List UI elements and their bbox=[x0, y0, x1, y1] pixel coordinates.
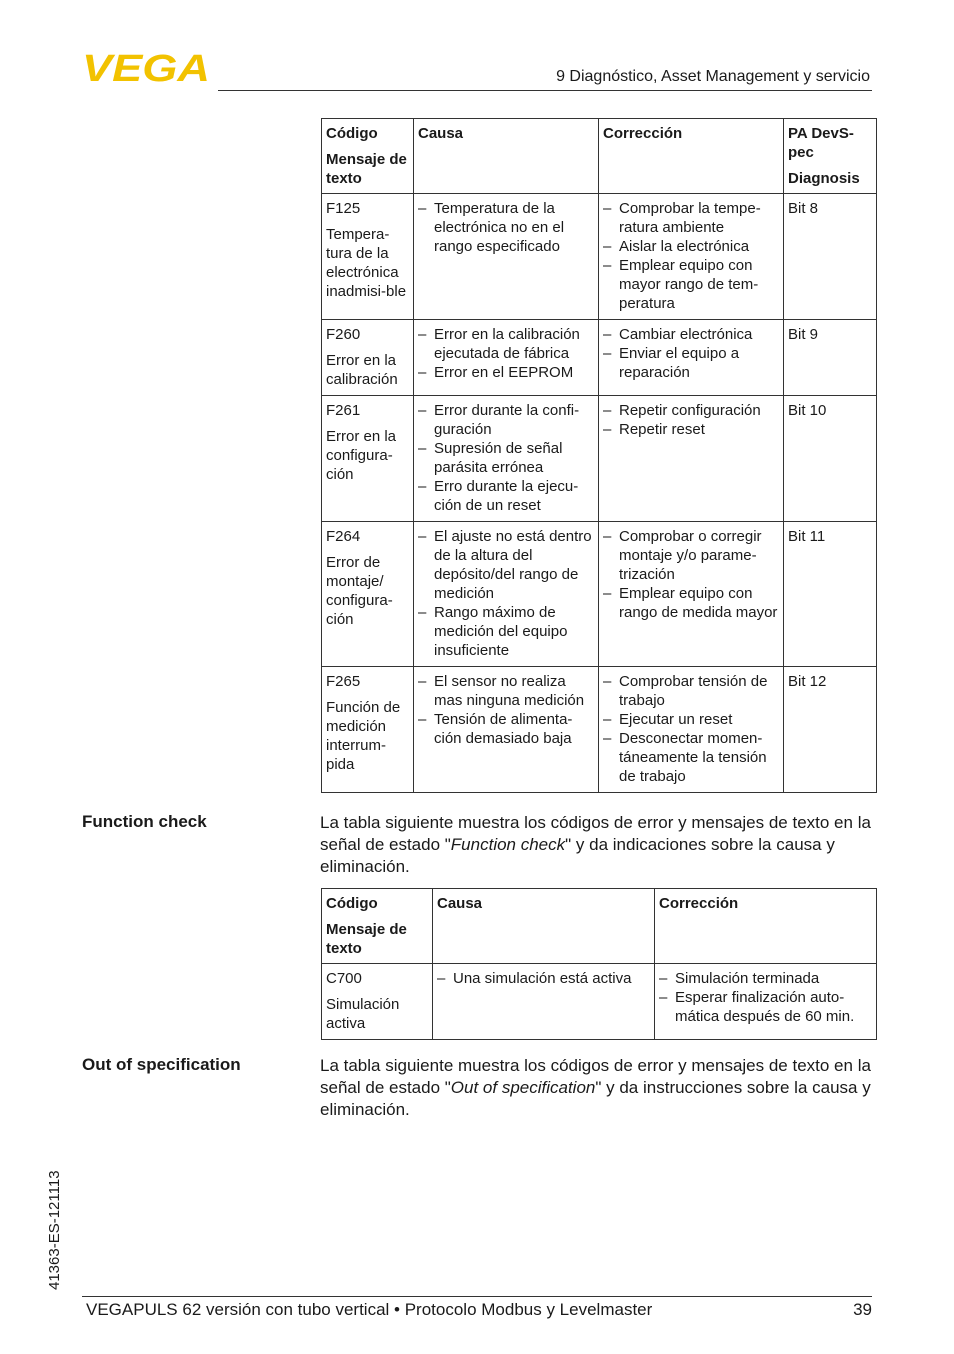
header-message: Mensaje de texto bbox=[326, 921, 407, 957]
correction-cell bbox=[599, 194, 784, 320]
list-item: – Emplear equipo con mayor rango de tem-peratura bbox=[603, 256, 779, 313]
cause-cell bbox=[414, 667, 599, 793]
list-item: – Enviar el equipo a reparación bbox=[603, 344, 779, 382]
list-item: – Esperar finalización auto-mática después de 60 min. bbox=[659, 988, 872, 1026]
function-check-table bbox=[321, 888, 877, 1040]
header-correction: Corrección bbox=[599, 119, 784, 194]
correction-cell bbox=[599, 320, 784, 396]
list-item: – Ejecutar un reset bbox=[603, 710, 779, 729]
error-message: Simulación activa bbox=[326, 996, 400, 1032]
correction-list bbox=[659, 969, 872, 1026]
page-number: 39 bbox=[853, 1300, 872, 1319]
error-message: Función de medición interrum-pida bbox=[326, 699, 401, 773]
diagnosis-bit: Bit 10 bbox=[784, 396, 877, 522]
header-cause: Causa bbox=[433, 889, 655, 964]
out-of-spec-label: Out of specification bbox=[82, 1055, 241, 1074]
diagnosis-bit: Bit 8 bbox=[784, 194, 877, 320]
table-row bbox=[322, 964, 877, 1040]
error-code: F125 bbox=[326, 200, 361, 217]
error-message: Error de montaje/ configura-ción bbox=[326, 554, 393, 628]
table-row bbox=[322, 522, 877, 667]
table-row bbox=[322, 320, 877, 396]
list-item: – Comprobar o corregir montaje y/o parame-trización bbox=[603, 527, 779, 584]
code-cell bbox=[322, 667, 414, 793]
cause-cell bbox=[414, 396, 599, 522]
svg-text:VEGA: VEGA bbox=[82, 52, 210, 84]
correction-cell bbox=[599, 522, 784, 667]
list-item: – Tensión de alimenta-ción demasiado baja bbox=[418, 710, 594, 748]
list-item: – Desconectar momen-táneamente la tensión de trabajo bbox=[603, 729, 779, 786]
code-cell bbox=[322, 964, 433, 1040]
cause-cell bbox=[414, 194, 599, 320]
error-code-table bbox=[321, 118, 877, 793]
footer-product: VEGAPULS 62 versión con tubo vertical • Protocolo Modbus y Levelmaster bbox=[86, 1300, 653, 1319]
list-item: – Comprobar tensión de trabajo bbox=[603, 672, 779, 710]
vega-logo bbox=[82, 52, 212, 84]
header-message: Mensaje de texto bbox=[326, 151, 407, 187]
footer-divider bbox=[82, 1296, 872, 1297]
cause-cell bbox=[433, 964, 655, 1040]
list-item: – Repetir reset bbox=[603, 420, 779, 439]
error-code: F264 bbox=[326, 528, 361, 545]
table-header-row bbox=[322, 119, 877, 194]
cause-list bbox=[418, 199, 594, 256]
list-item: – Comprobar la tempe-ratura ambiente bbox=[603, 199, 779, 237]
list-item: – Cambiar electrónica bbox=[603, 325, 779, 344]
list-item: – Error durante la confi-guración bbox=[418, 401, 594, 439]
cause-cell bbox=[414, 320, 599, 396]
list-item: – Rango máximo de medición del equipo insuficiente bbox=[418, 603, 594, 660]
list-item: – Erro durante la ejecu-ción de un reset bbox=[418, 477, 594, 515]
header-divider bbox=[218, 90, 872, 91]
diagnosis-bit: Bit 9 bbox=[784, 320, 877, 396]
correction-list bbox=[603, 401, 779, 439]
list-item: – El ajuste no está dentro de la altura del depósito/del rango de medición bbox=[418, 527, 594, 603]
correction-cell bbox=[599, 667, 784, 793]
diagnosis-bit: Bit 11 bbox=[784, 522, 877, 667]
list-item: – Una simulación está activa bbox=[437, 969, 650, 988]
error-code: C700 bbox=[326, 970, 362, 987]
cause-list bbox=[418, 672, 594, 748]
error-code: F261 bbox=[326, 402, 361, 419]
cause-list bbox=[418, 325, 594, 382]
function-check-label: Function check bbox=[82, 812, 207, 831]
code-cell bbox=[322, 194, 414, 320]
error-message: Tempera-tura de la electrónica inadmisi-ble bbox=[326, 226, 407, 300]
correction-list bbox=[603, 325, 779, 382]
list-item: – Temperatura de la electrónica no en el rango especificado bbox=[418, 199, 594, 256]
table-row bbox=[322, 667, 877, 793]
header-diagnosis: Diagnosis bbox=[788, 170, 860, 187]
list-item: – Error en la calibración ejecutada de fábrica bbox=[418, 325, 594, 363]
document-id: 41363-ES-121113 bbox=[46, 1170, 63, 1290]
header-code: Código bbox=[326, 895, 378, 912]
list-item: – Simulación terminada bbox=[659, 969, 872, 988]
header-correction: Corrección bbox=[655, 889, 877, 964]
list-item: – Error en el EEPROM bbox=[418, 363, 594, 382]
error-code: F265 bbox=[326, 673, 361, 690]
error-message: Error en la configura-ción bbox=[326, 428, 397, 483]
correction-cell bbox=[655, 964, 877, 1040]
cause-cell bbox=[414, 522, 599, 667]
cause-list bbox=[418, 401, 594, 515]
correction-list bbox=[603, 199, 779, 313]
list-item: – Repetir configuración bbox=[603, 401, 779, 420]
list-item: – Supresión de señal parásita errónea bbox=[418, 439, 594, 477]
correction-list bbox=[603, 527, 779, 622]
code-cell bbox=[322, 522, 414, 667]
list-item: – Emplear equipo con rango de medida mayor bbox=[603, 584, 779, 622]
function-check-paragraph: La tabla siguiente muestra los códigos de error y mensajes de texto en la señal de estado "Function check" y da indicaciones sobre la causa y eliminación. bbox=[320, 813, 871, 876]
code-cell bbox=[322, 320, 414, 396]
section-header: 9 Diagnóstico, Asset Management y servicio bbox=[556, 68, 870, 85]
error-code: F260 bbox=[326, 326, 361, 343]
correction-list bbox=[603, 672, 779, 786]
list-item: – Aislar la electrónica bbox=[603, 237, 779, 256]
table-row bbox=[322, 194, 877, 320]
table-header-row bbox=[322, 889, 877, 964]
cause-list bbox=[418, 527, 594, 660]
header-pa-devspec: PA DevS-pec bbox=[788, 125, 854, 161]
header-code: Código bbox=[326, 125, 378, 142]
header-cause: Causa bbox=[414, 119, 599, 194]
cause-list bbox=[437, 969, 650, 988]
out-of-spec-paragraph: La tabla siguiente muestra los códigos de error y mensajes de texto en la señal de estado "Out of specification" y da instrucciones sobre la causa y eliminación. bbox=[320, 1056, 871, 1119]
table-row bbox=[322, 396, 877, 522]
correction-cell bbox=[599, 396, 784, 522]
code-cell bbox=[322, 396, 414, 522]
diagnosis-bit: Bit 12 bbox=[784, 667, 877, 793]
error-message: Error en la calibración bbox=[326, 352, 398, 388]
list-item: – El sensor no realiza mas ninguna medición bbox=[418, 672, 594, 710]
